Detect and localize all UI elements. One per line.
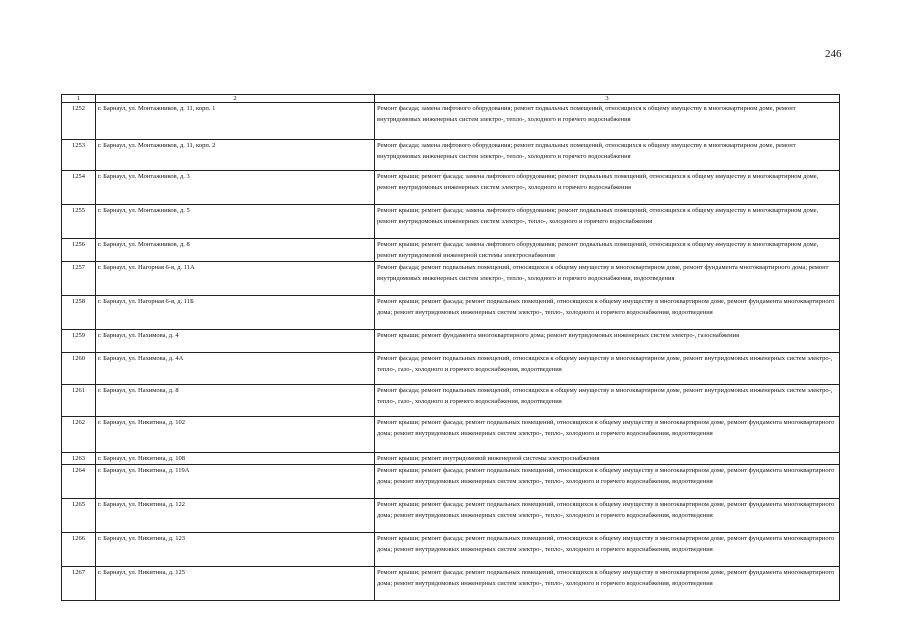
row-number: 1266 <box>62 533 96 567</box>
row-address: г. Барнаул, ул. Нагорная 6-я, д. 11Б <box>96 296 375 330</box>
row-address: г. Барнаул, ул. Монтажников, д. 11, корп. 2 <box>96 140 375 171</box>
row-address: г. Барнаул, ул. Нагорная 6-я, д. 11А <box>96 262 375 296</box>
row-number: 1254 <box>62 171 96 205</box>
row-address: г. Барнаул, ул. Монтажников, д. 3 <box>96 171 375 205</box>
column-header-number: 1 <box>62 95 96 103</box>
row-number: 1261 <box>62 385 96 417</box>
column-header-address: 2 <box>96 95 375 103</box>
table-row <box>62 205 840 239</box>
row-number: 1253 <box>62 140 96 171</box>
row-works: Ремонт крыши; ремонт фасада; замена лифтового оборудования; ремонт подвальных помещений, относящихся к общему имуществу в многоквартирном доме, ремонт внутридомовой инженерной системы электроснабжения <box>375 239 840 262</box>
table-row <box>62 417 840 453</box>
row-works: Ремонт фасада; ремонт подвальных помещений, относящихся к общему имуществу в многоквартирном доме, ремонт внутридомовых инженерных систем электро-, тепло-, газо-, холодного и горячего водоснабжения, водоотведения <box>375 353 840 385</box>
row-works: Ремонт крыши; ремонт внутридомовой инженерной системы электроснабжения <box>375 453 840 465</box>
row-number: 1257 <box>62 262 96 296</box>
table-row <box>62 353 840 385</box>
row-address: г. Барнаул, ул. Нахимова, д. 8 <box>96 385 375 417</box>
row-number: 1258 <box>62 296 96 330</box>
table-row <box>62 567 840 601</box>
row-number: 1252 <box>62 103 96 140</box>
row-address: г. Барнаул, ул. Нахимова, д. 4 <box>96 330 375 353</box>
row-address: г. Барнаул, ул. Никитина, д. 123 <box>96 533 375 567</box>
table-row <box>62 140 840 171</box>
row-number: 1263 <box>62 453 96 465</box>
column-header-works: 3 <box>375 95 840 103</box>
row-number: 1262 <box>62 417 96 453</box>
row-address: г. Барнаул, ул. Монтажников, д. 11, корп. 1 <box>96 103 375 140</box>
row-works: Ремонт крыши; ремонт фасада; замена лифтового оборудования; ремонт подвальных помещений, относящихся к общему имуществу в многоквартирном доме, ремонт внутридомовых инженерных систем электро-, тепло-, холодного и горячего водоснабжения <box>375 205 840 239</box>
table-header-row <box>62 95 840 103</box>
row-number: 1265 <box>62 499 96 533</box>
table-row <box>62 453 840 465</box>
row-number: 1259 <box>62 330 96 353</box>
row-address: г. Барнаул, ул. Монтажников, д. 8 <box>96 239 375 262</box>
table-row <box>62 296 840 330</box>
row-works: Ремонт крыши; ремонт фасада; ремонт подвальных помещений, относящихся к общему имуществу в многоквартирном доме, ремонт фундамента многоквартирного дома; ремонт внутридомовых инженерных систем электро-, тепло-, холодного и горячего водоснабжения, водоотведения <box>375 499 840 533</box>
row-works: Ремонт крыши; ремонт фасада; ремонт подвальных помещений, относящихся к общему имуществу в многоквартирном доме, ремонт фундамента многоквартирного дома; ремонт внутридомовых инженерных систем электро-, тепло-, холодного и горячего водоснабжения, водоотведения <box>375 465 840 499</box>
repair-registry-table <box>61 94 840 601</box>
row-address: г. Барнаул, ул. Никитина, д. 102 <box>96 417 375 453</box>
row-address: г. Барнаул, ул. Никитина, д. 125 <box>96 567 375 601</box>
table-row <box>62 499 840 533</box>
table-row <box>62 533 840 567</box>
table-row <box>62 103 840 140</box>
row-works: Ремонт крыши; ремонт фундамента многоквартирного дома; ремонт внутридомовых инженерных систем электро-, газоснабжения <box>375 330 840 353</box>
row-works: Ремонт крыши; ремонт фасада; ремонт подвальных помещений, относящихся к общему имуществу в многоквартирном доме, ремонт фундамента многоквартирного дома; ремонт внутридомовых инженерных систем электро-, тепло-, холодного и горячего водоснабжения, водоотведения <box>375 296 840 330</box>
row-number: 1267 <box>62 567 96 601</box>
row-works: Ремонт крыши; ремонт фасада; ремонт подвальных помещений, относящихся к общему имуществу в многоквартирном доме, ремонт фундамента многоквартирного дома; ремонт внутридомовых инженерных систем электро-, тепло-, холодного и горячего водоснабжения, водоотведения <box>375 533 840 567</box>
row-address: г. Барнаул, ул. Никитина, д. 119А <box>96 465 375 499</box>
row-works: Ремонт фасада; ремонт подвальных помещений, относящихся к общему имуществу в многоквартирном доме, ремонт внутридомовых инженерных систем электро-, тепло-, газо-, холодного и горячего водоснабжения, водоотведения <box>375 385 840 417</box>
table-row <box>62 171 840 205</box>
row-works: Ремонт фасада; замена лифтового оборудования; ремонт подвальных помещений, относящихся к общему имуществу в многоквартирном доме, ремонт внутридомовых инженерных систем электро-, тепло-, холодного и горячего водоснабжения <box>375 140 840 171</box>
row-works: Ремонт фасада; замена лифтового оборудования; ремонт подвальных помещений, относящихся к общему имуществу в многоквартирном доме, ремонт внутридомовых инженерных систем электро-, тепло-, холодного и горячего водоснабжения <box>375 103 840 140</box>
table-row <box>62 239 840 262</box>
row-number: 1264 <box>62 465 96 499</box>
row-address: г. Барнаул, ул. Нахимова, д. 4А <box>96 353 375 385</box>
table-row <box>62 330 840 353</box>
table-row <box>62 465 840 499</box>
row-address: г. Барнаул, ул. Никитина, д. 108 <box>96 453 375 465</box>
row-works: Ремонт фасада; ремонт подвальных помещений, относящихся к общему имуществу в многоквартирном доме, ремонт фундамента многоквартирного дома; ремонт внутридомовых инженерных систем электро-, тепло-, холодного и горячего водоснабжения, водоотведения <box>375 262 840 296</box>
row-works: Ремонт крыши; ремонт фасада; замена лифтового оборудования; ремонт подвальных помещений, относящихся к общему имуществу в многоквартирном доме, ремонт внутридомовых инженерных систем электро-, холодного и горячего водоснабжения <box>375 171 840 205</box>
row-address: г. Барнаул, ул. Никитина, д. 122 <box>96 499 375 533</box>
row-works: Ремонт крыши; ремонт фасада; ремонт подвальных помещений, относящихся к общему имуществу в многоквартирном доме, ремонт фундамента многоквартирного дома; ремонт внутридомовых инженерных систем электро-, тепло-, холодного и горячего водоснабжения, водоотведения <box>375 567 840 601</box>
row-works: Ремонт крыши; ремонт фасада; ремонт подвальных помещений, относящихся к общему имуществу в многоквартирном доме, ремонт фундамента многоквартирного дома; ремонт внутридомовых инженерных систем электро-, тепло-, холодного и горячего водоснабжения, водоотведения <box>375 417 840 453</box>
row-address: г. Барнаул, ул. Монтажников, д. 5 <box>96 205 375 239</box>
table-row <box>62 385 840 417</box>
row-number: 1260 <box>62 353 96 385</box>
row-number: 1255 <box>62 205 96 239</box>
table-row <box>62 262 840 296</box>
page-number: 246 <box>825 48 842 60</box>
row-number: 1256 <box>62 239 96 262</box>
